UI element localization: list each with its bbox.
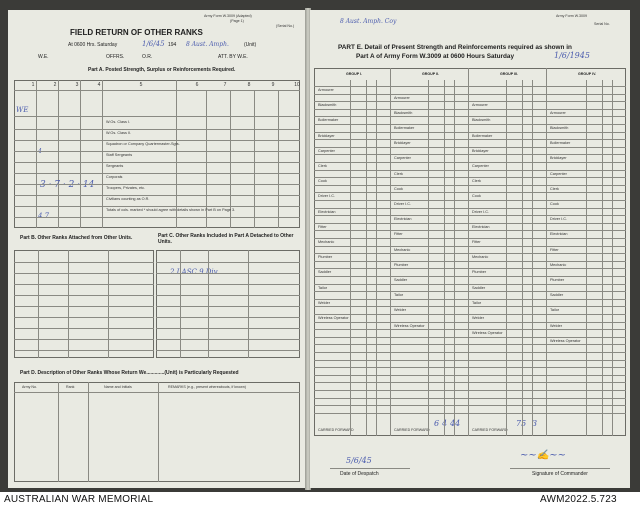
table-row-rule [314, 261, 626, 262]
trade-row-label: Bricklayer [550, 156, 567, 161]
part-b-table [14, 250, 154, 358]
archive-name: AUSTRALIAN WAR MEMORIAL [4, 494, 154, 505]
part-e-date: 1/6/1945 [554, 51, 590, 60]
offrs-label: OFFRS. [106, 54, 125, 60]
trade-group-label: GROUP II. [422, 72, 440, 76]
table-row-rule [314, 337, 626, 338]
trade-row-label: Boilermaker [318, 118, 339, 123]
att-by-we: ATT. BY W.E. [218, 54, 248, 60]
trade-row-label: Cook [394, 186, 403, 191]
table-row-rule [314, 329, 626, 330]
table-row-rule [14, 306, 154, 307]
table-row-rule [314, 185, 626, 186]
carried-forward-2: CARRIED FORWARD [394, 428, 430, 432]
trade-row-label: Carpenter [472, 164, 489, 168]
trade-row-label: Clerk [550, 186, 559, 191]
table-row-rule [314, 101, 626, 102]
form-title: FIELD RETURN OF OTHER RANKS [70, 28, 203, 37]
trade-row-label: Electrician [472, 224, 490, 229]
trade-group-label: GROUP I. [346, 72, 363, 76]
table-row-rule [314, 405, 626, 406]
trade-row-label: Mechanic [318, 240, 335, 244]
table-row-rule [14, 173, 300, 174]
part-c-table [156, 250, 300, 358]
rank-row-label: Troopers, Privates, etc. [106, 186, 146, 190]
table-column-rule [180, 250, 181, 358]
trade-row-label: Boilermaker [394, 126, 415, 130]
table-row-rule [314, 86, 626, 87]
table-row-rule [156, 350, 300, 351]
trade-row-label: Blacksmith [472, 118, 491, 123]
table-row-rule [314, 390, 626, 391]
form-reference: Army Form W.3009 (Adapted) [204, 14, 252, 18]
trade-row-label: Wireless Operator [472, 331, 503, 336]
trade-row-label: Driver I.C. [318, 194, 336, 199]
table-row-rule [14, 317, 154, 318]
trade-row-label: Carpenter [550, 171, 567, 176]
table-row-rule [314, 132, 626, 133]
trade-row-label: Saddler [472, 285, 486, 290]
trade-row-label: Saddler [550, 293, 564, 298]
table-row-rule [314, 162, 626, 163]
trade-row-label: Tailor [550, 308, 560, 313]
despatch-date: 5/6/45 [346, 456, 372, 465]
table-row-rule [314, 360, 626, 361]
rank-row-label: Sergeants [106, 164, 124, 168]
rank-row-label: Totals of cols. marked * should agree with details shown in Part B on Page 3. [106, 208, 236, 212]
column-number: 6 [195, 82, 199, 88]
table-row-rule [156, 295, 300, 296]
despatch-label: Date of Despatch [340, 471, 379, 477]
part-d-col-2: Rank [66, 385, 75, 389]
table-row-rule [314, 314, 626, 315]
table-row-rule [314, 291, 626, 292]
trade-row-label: Saddler [394, 278, 408, 282]
rank-row-label: W.Os. Class I. [106, 120, 131, 124]
table-column-rule [248, 250, 249, 358]
form-reference-right: Army Form W.3009 [556, 14, 587, 18]
carried-forward-1: CARRIED FORWARD [318, 428, 354, 432]
table-row-rule [14, 273, 154, 274]
table-row-rule [14, 184, 300, 185]
trade-row-label: Plumber [550, 278, 565, 282]
we-prefix: W.E. [38, 54, 49, 60]
trade-row-label: Fitter [394, 232, 403, 237]
hand-mark-1: 4 [38, 148, 42, 155]
trade-row-label: Cook [472, 194, 481, 199]
part-c-entry: 2 I ASC 9 Div [170, 268, 218, 276]
trade-row-label: Plumber [318, 255, 333, 260]
trade-row-label: Armourer [394, 95, 410, 100]
table-column-rule [108, 250, 109, 358]
trade-row-label: Cook [318, 179, 327, 184]
table-row-rule [314, 109, 626, 110]
trade-row-label: Boilermaker [550, 141, 571, 146]
trade-row-label: Mechanic [550, 262, 567, 267]
table-row-rule [14, 140, 300, 141]
trade-row-label: Driver I.C. [394, 202, 412, 206]
archive-accession: AWM2022.5.723 [540, 494, 617, 505]
at-line: At 0600 Hrs. Saturday [68, 42, 118, 48]
hand-note-b: 4 [442, 419, 448, 428]
table-row-rule [314, 124, 626, 125]
page-1-sheet [8, 10, 306, 488]
trade-row-label: Fitter [550, 247, 559, 252]
table-row-rule [314, 94, 626, 95]
part-d-title: Part D. Description of Other Ranks Whose Return We.............(Unit) is Particularly Requested [20, 370, 239, 376]
table-row-rule [314, 382, 626, 383]
unit-label: (Unit) [244, 42, 257, 48]
table-row-rule [314, 299, 626, 300]
table-row-rule [14, 151, 300, 152]
table-row-rule [314, 284, 626, 285]
table-row-rule [14, 162, 300, 163]
table-row-rule [14, 217, 300, 218]
trade-row-label: Mechanic [472, 255, 489, 260]
hand-note-e: 3 [532, 419, 538, 428]
trade-group-label: GROUP IV. [578, 72, 597, 76]
table-row-rule [14, 295, 154, 296]
trade-row-label: Welder [472, 316, 484, 320]
serial-label-right: Serial No. [594, 22, 610, 26]
trade-row-label: Driver I.C. [472, 209, 490, 214]
table-row-rule [156, 284, 300, 285]
trade-row-label: Armourer [550, 110, 566, 115]
table-row-rule [314, 170, 626, 171]
trade-row-label: Blacksmith [394, 110, 413, 115]
table-row-rule [314, 139, 626, 140]
part-a-title: Part A. Posted Strength, Surplus or Reinforcements Required. [88, 67, 236, 73]
trade-row-label: Mechanic [394, 247, 411, 252]
page-2-sheet [310, 10, 630, 488]
trade-row-label: Blacksmith [318, 103, 337, 108]
trade-row-label: Fitter [318, 224, 327, 229]
table-column-rule [208, 250, 209, 358]
trade-row-label: Wireless Operator [318, 316, 349, 320]
table-row-rule [14, 195, 300, 196]
trade-row-label: Boilermaker [472, 133, 493, 138]
part-d-col-1: Army No. [22, 385, 37, 389]
trade-row-label: Welder [318, 300, 330, 305]
table-row-rule [314, 268, 626, 269]
table-row-rule [314, 276, 626, 277]
hand-note-d: 75 [516, 419, 527, 428]
rank-row-label: Civilians counting as O.R. [106, 197, 150, 201]
table-row-rule [314, 306, 626, 307]
table-row-rule [156, 273, 300, 274]
trade-row-label: Plumber [472, 270, 487, 275]
table-row-rule [314, 192, 626, 193]
rank-row-label: Squadron or Company Quartermaster-Sgts. [106, 142, 180, 146]
form-page: (Page 1) [230, 19, 244, 23]
column-number: 7 [223, 82, 227, 88]
trade-row-label: Armourer [472, 103, 488, 108]
trade-row-label: Bricklayer [472, 148, 489, 153]
trade-row-label: Bricklayer [318, 133, 335, 138]
trade-row-label: Tailor [472, 300, 482, 305]
trade-row-label: Saddler [318, 270, 332, 275]
column-number: 10 [294, 82, 300, 88]
table-row-rule [14, 206, 300, 207]
trade-row-label: Driver I.C. [550, 217, 568, 222]
hand-note-c: 44 [450, 419, 461, 428]
column-number: 9 [271, 82, 275, 88]
table-row-rule [314, 200, 626, 201]
rank-row-label: Staff Sergeants [106, 153, 133, 157]
table-row-rule [314, 208, 626, 209]
column-number: 1 [31, 82, 35, 88]
trade-row-label: Carpenter [318, 148, 335, 153]
part-b-title: Part B. Other Ranks Attached from Other Units. [20, 235, 133, 241]
column-number: 2 [53, 82, 57, 88]
table-row-rule [314, 230, 626, 231]
trade-row-label: Electrician [394, 217, 412, 222]
table-row-rule [14, 350, 154, 351]
trade-row-label: Plumber [394, 262, 409, 267]
table-column-rule [68, 250, 69, 358]
table-column-rule [38, 250, 39, 358]
column-number: 8 [247, 82, 251, 88]
hand-note-a: 6 [434, 419, 440, 428]
trade-row-label: Welder [550, 323, 562, 328]
trade-row-label: Tailor [394, 293, 404, 298]
part-d-col-3: Name and Initials [104, 385, 132, 389]
trade-row-label: Bricklayer [394, 141, 411, 146]
handwritten-we: WE [16, 106, 29, 114]
trade-row-label: Fitter [472, 240, 481, 244]
table-row-rule [314, 352, 626, 353]
table-row-rule [14, 339, 154, 340]
table-row-rule [314, 375, 626, 376]
table-row-rule [14, 328, 154, 329]
table-row-rule [314, 367, 626, 368]
table-row-rule [14, 262, 154, 263]
trade-row-label: Armourer [318, 88, 334, 92]
hand-mark-3: 4 7 [38, 212, 50, 220]
table-row-rule [156, 317, 300, 318]
table-row-rule [314, 177, 626, 178]
table-row-rule [314, 246, 626, 247]
table-row-rule [314, 223, 626, 224]
column-number: 5 [139, 82, 143, 88]
year-label: 194 [168, 42, 177, 48]
trade-row-label: Cook [550, 202, 559, 206]
trade-row-label: Wireless Operator [550, 338, 581, 343]
archive-footer [0, 493, 640, 506]
part-d-table [14, 382, 300, 482]
trade-row-label: Clerk [318, 164, 327, 168]
trade-row-label: Clerk [472, 179, 481, 184]
rank-row-label: W.Os. Class II. [106, 131, 132, 135]
trade-group-label: GROUP III. [500, 72, 519, 76]
table-row-rule [314, 215, 626, 216]
part-d-col-4: REMARKS (e.g., present whereabouts, if known) [168, 385, 246, 389]
table-row-rule [314, 116, 626, 117]
trade-row-label: Electrician [318, 209, 336, 214]
serial-label: (Serial No.) [276, 24, 295, 28]
table-row-rule [156, 262, 300, 263]
column-number: 4 [97, 82, 101, 88]
table-row-rule [314, 253, 626, 254]
unit-value: 8 Aust. Amph. [186, 41, 229, 48]
table-row-rule [314, 147, 626, 148]
handwritten-date: 1/6/45 [142, 40, 165, 48]
carried-forward-3: CARRIED FORWARD [472, 428, 508, 432]
table-row-rule [14, 129, 300, 130]
trade-row-label: Electrician [550, 232, 568, 237]
signature-label: Signature of Commander [532, 471, 588, 477]
trade-row-label: Carpenter [394, 156, 411, 161]
trade-row-label: Clerk [394, 171, 403, 176]
trade-row-label: Wireless Operator [394, 323, 425, 328]
table-row-rule [314, 413, 626, 414]
table-row-rule [156, 339, 300, 340]
column-number: 3 [75, 82, 79, 88]
table-row-rule [156, 306, 300, 307]
part-e-title-2: Part A of Army Form W.3009 at 0600 Hours Saturday [356, 53, 515, 60]
table-row-rule [314, 398, 626, 399]
table-row-rule [314, 154, 626, 155]
trade-row-label: Blacksmith [550, 126, 569, 130]
table-row-rule [314, 238, 626, 239]
signature-scrawl: ~~✍~~ [520, 450, 566, 461]
table-row-rule [314, 322, 626, 323]
table-row-rule [14, 284, 154, 285]
part-c-title: Part C. Other Ranks Included in Part A Detached to Other Units. [158, 233, 294, 245]
trade-row-label: Tailor [318, 285, 328, 290]
table-row-rule [314, 344, 626, 345]
trade-row-label: Welder [394, 308, 406, 313]
or-label: O.R. [142, 54, 153, 60]
handwritten-unit: 8 Aust. Amph. Coy [340, 18, 397, 25]
table-row-rule [156, 328, 300, 329]
part-e-title-1: PART E. Detail of Present Strength and Reinforcements required as shown in [338, 44, 572, 51]
hand-mark-2: 3 · 7 · 2 · 14 [40, 180, 95, 190]
rank-row-label: Corporals [106, 175, 123, 179]
